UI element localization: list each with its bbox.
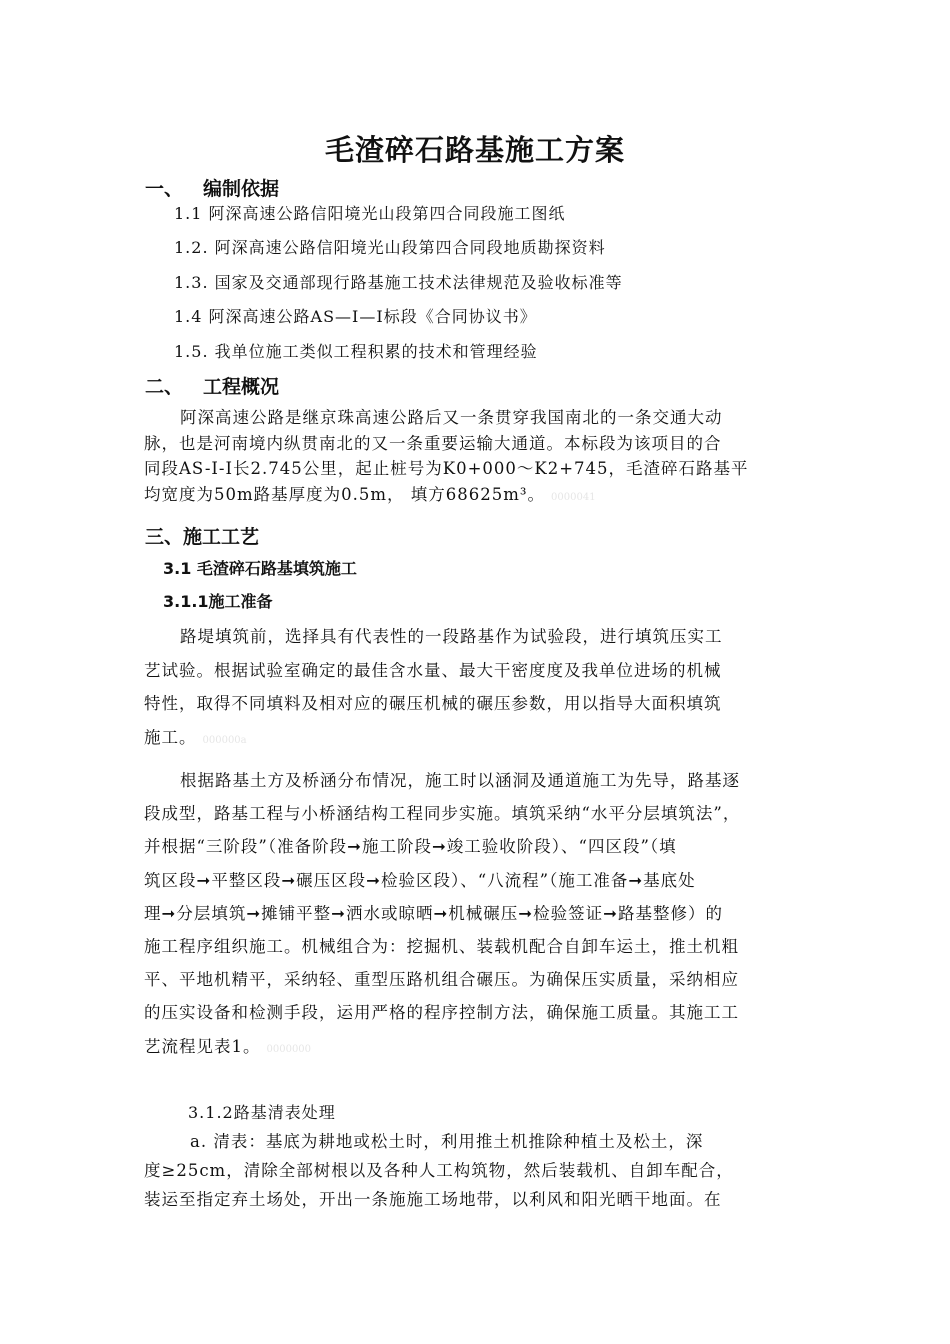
- paragraph-line: 并根据“三阶段”（准备阶段➞施工阶段➞竣工验收阶段）、“四区段”（填: [144, 837, 677, 857]
- list-item-1-3: 1.3. 国家及交通部现行路基施工技术法律规范及验收标准等: [174, 273, 623, 292]
- subsection-3-1-2-heading: 3.1.2路基清表处理: [188, 1103, 336, 1122]
- section-3-heading: 三、施工工艺: [145, 526, 260, 548]
- paragraph-line: 脉，也是河南境内纵贯南北的又一条重要运输大通道。本标段为该项目的合: [144, 433, 722, 453]
- paragraph-line: 度≥25cm，清除全部树根以及各种人工构筑物，然后装载机、自卸车配合，: [144, 1161, 734, 1180]
- paragraph-line: 理➞分层填筑➞摊铺平整➞洒水或晾晒➞机械碾压➞检验签证➞路基整修）的: [144, 903, 723, 923]
- subsection-3-1-heading: 3.1 毛渣碎石路基填筑施工: [163, 559, 357, 578]
- list-item-1-1: 1.1 阿深高速公路信阳境光山段第四合同段施工图纸: [174, 204, 566, 223]
- preparation-paragraph: [144, 620, 806, 758]
- paragraph-line: 筑区段➞平整区段➞碾压区段➞检验区段）、“八流程”（施工准备➞基底处: [144, 870, 696, 890]
- paragraph-text: 施工。: [144, 728, 197, 748]
- paragraph-line: a. 清表：基底为耕地或松土时，利用推土机推除种植土及松土，深: [190, 1132, 704, 1151]
- faint-watermark-text: 0000000: [266, 1043, 312, 1055]
- paragraph-line: 同段AS-I-I长2.745公里，起止桩号为K0+000～K2+745，毛渣碎石路基平: [144, 459, 749, 478]
- paragraph-line: 装运至指定弃土场处，开出一条施施工场地带，以利风和阳光晒干地面。在: [144, 1190, 722, 1209]
- section-1-number: 一、: [145, 178, 184, 200]
- list-item-1-5: 1.5. 我单位施工类似工程积累的技术和管理经验: [174, 342, 538, 361]
- process-paragraph: [144, 764, 806, 1066]
- section-1-title: 编制依据: [203, 178, 280, 200]
- section-1-heading: [145, 174, 279, 201]
- paragraph-line: 艺试验。根据试验室确定的最佳含水量、最大干密度度及我单位进场的机械: [144, 660, 722, 680]
- paragraph-line: 特性，取得不同填料及相对应的碾压机械的碾压参数，用以指导大面积填筑: [144, 694, 722, 714]
- paragraph-text: 均宽度为50m路基厚度为0.5m， 填方68625m³。: [144, 484, 546, 504]
- subsection-3-1-1-heading: 3.1.1施工准备: [163, 592, 273, 611]
- paragraph-line: 的压实设备和检测手段，运用严格的程序控制方法，确保施工质量。其施工工: [144, 1003, 739, 1023]
- section-2-number: 二、: [145, 376, 184, 398]
- list-item-1-2: 1.2. 阿深高速公路信阳境光山段第四合同段地质勘探资料: [174, 238, 606, 257]
- list-item-1-4: 1.4 阿深高速公路AS—I—I标段《合同协议书》: [174, 307, 537, 326]
- clearing-paragraph: [144, 1127, 806, 1214]
- paragraph-line: [144, 482, 806, 511]
- paragraph-line: 根据路基土方及桥涵分布情况，施工时以涵洞及通道施工为先导，路基逐: [180, 771, 740, 790]
- paragraph-line: [144, 721, 806, 758]
- section-2-heading: [145, 372, 279, 399]
- paragraph-line: 施工程序组织施工。机械组合为：挖掘机、装载机配合自卸车运土，推土机粗: [144, 937, 739, 957]
- section-2-title: 工程概况: [203, 376, 280, 398]
- paragraph-text: 艺流程见表1。: [144, 1036, 261, 1056]
- overview-paragraph: [144, 405, 806, 510]
- faint-watermark-text: 0000041: [551, 491, 596, 503]
- faint-watermark-text: 000000a: [202, 735, 247, 747]
- paragraph-line: 路堤填筑前，选择具有代表性的一段路基作为试验段，进行填筑压实工: [180, 627, 723, 646]
- paragraph-line: 平、平地机精平，采纳轻、重型压路机组合碾压。为确保压实质量，采纳相应: [144, 970, 739, 990]
- paragraph-line: [144, 1030, 806, 1066]
- paragraph-line: 段成型，路基工程与小桥涵结构工程同步实施。填筑采纳“水平分层填筑法”，: [144, 804, 741, 824]
- paragraph-line: 阿深高速公路是继京珠高速公路后又一条贯穿我国南北的一条交通大动: [180, 408, 723, 427]
- document-title: 毛渣碎石路基施工方案: [324, 133, 625, 167]
